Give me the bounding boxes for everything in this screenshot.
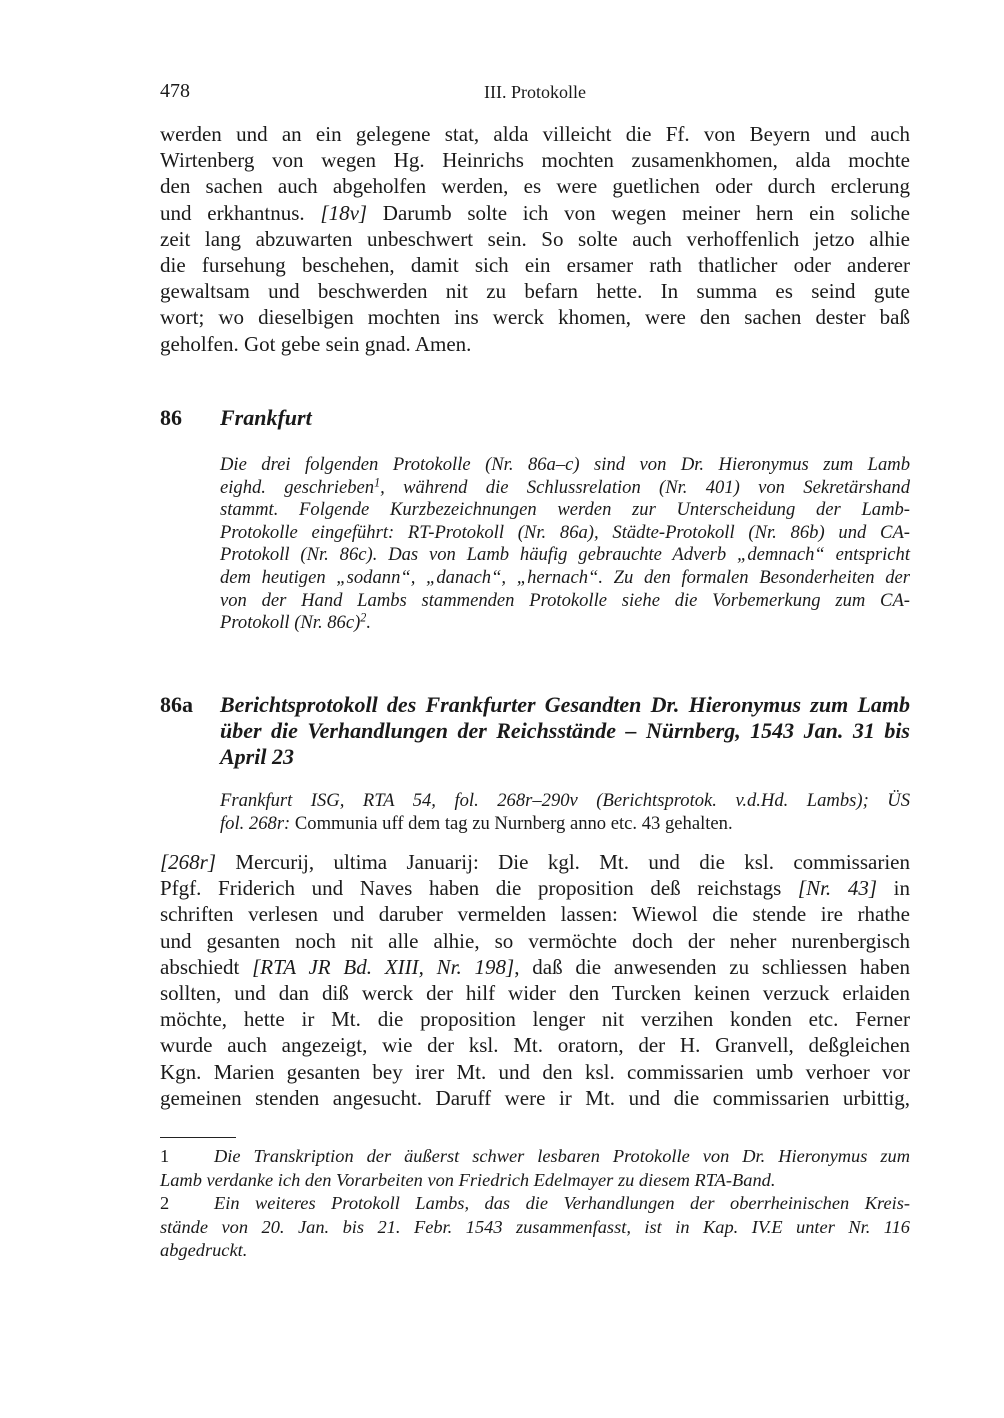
italic-reference: [Nr. 43] bbox=[797, 876, 877, 901]
text-line bbox=[160, 954, 910, 980]
footnote-marker: 1 bbox=[374, 474, 381, 489]
text-line bbox=[160, 147, 910, 173]
text-segment: den sachen auch abgeholfen werden, es were guetlichen oder durch erclerung bbox=[160, 174, 910, 199]
page-number: 478 bbox=[160, 80, 190, 102]
text-line bbox=[160, 226, 910, 252]
text-segment: Protokoll (Nr. 86c). Das von Lamb häufig gebrauchte Adverb „demnach“ entspricht bbox=[220, 544, 910, 566]
text-segment: eighd. geschrieben bbox=[220, 476, 375, 498]
text-segment: Die drei folgenden Protokolle (Nr. 86a–c) sind von Dr. Hieronymus zum Lamb bbox=[220, 454, 910, 475]
text-segment: Protokolle eingeführt: RT-Protokoll (Nr. 86a), Städte-Protokoll (Nr. 86b) und CA- bbox=[220, 521, 910, 543]
text-segment: geholfen. Got gebe sein gnad. Amen. bbox=[160, 331, 472, 356]
text-line bbox=[160, 1192, 910, 1216]
text-line bbox=[160, 1085, 910, 1111]
text-segment: abgedruckt. bbox=[160, 1240, 248, 1260]
text-line bbox=[160, 304, 910, 330]
text-segment: gewaltsam und beschwerden nit zu befarn hette. In summa es seind gute bbox=[160, 279, 910, 304]
source-note bbox=[220, 790, 910, 835]
text-line bbox=[160, 200, 910, 226]
text-segment: Pfgf. Friderich und Naves haben die proposition deß reichstags bbox=[160, 876, 798, 901]
text-segment: Darumb solte ich von wegen meiner hern ein soliche bbox=[367, 200, 910, 225]
footnote-marker: 2 bbox=[160, 1193, 170, 1213]
text-line bbox=[220, 813, 910, 836]
section-number: 86a bbox=[160, 692, 193, 717]
text-segment: zeit lang abzuwarten unbeschwert sein. So solte auch verhoffenlich jetzo alhie bbox=[160, 226, 910, 251]
footnote-rule bbox=[160, 1137, 236, 1138]
text-line bbox=[160, 1059, 910, 1085]
footnote-marker: 1 bbox=[160, 1146, 170, 1166]
text-line bbox=[160, 173, 910, 199]
text-line bbox=[220, 474, 910, 500]
text-line bbox=[160, 1239, 910, 1263]
text-line bbox=[220, 590, 910, 613]
text-line bbox=[160, 1006, 910, 1032]
paragraph-continuation bbox=[160, 121, 910, 357]
section-title bbox=[220, 692, 910, 770]
text-line bbox=[160, 252, 910, 278]
text-segment: Protokoll (Nr. 86c) bbox=[220, 612, 361, 634]
text-segment: möchte, hette ir Mt. die proposition lenger nit verzihen konden etc. Ferner bbox=[160, 1007, 910, 1032]
protocol-text bbox=[160, 849, 910, 1111]
text-segment: wort; wo dieselbigen mochten ins werck khomen, were den sachen dester baß bbox=[160, 305, 910, 330]
italic-reference: Frankfurt ISG, RTA 54, fol. 268r–290v (Berichtsprotok. v.d.Hd. Lambs); ÜS bbox=[220, 790, 910, 811]
footnote-marker: 2 bbox=[360, 610, 367, 625]
text-line bbox=[220, 499, 910, 522]
text-line bbox=[160, 980, 910, 1006]
text-segment: von der Hand Lambs stammenden Protokolle siehe die Vorbemerkung zum CA- bbox=[220, 589, 910, 611]
footnotes bbox=[160, 1145, 910, 1263]
text-segment: Ein weiteres Protokoll Lambs, das die Verhandlungen der oberrheinischen Kreis- bbox=[214, 1193, 910, 1213]
running-title: III. Protokolle bbox=[484, 82, 586, 102]
text-line bbox=[160, 901, 910, 927]
section-title: Frankfurt bbox=[220, 405, 312, 430]
text-line bbox=[160, 928, 910, 954]
text-segment: schriften verlesen und daruber vermelden lassen: Wiewol die stende ire rhathe bbox=[160, 902, 910, 927]
text-line bbox=[160, 875, 910, 901]
text-segment: werden und an ein gelegene stat, alda villeicht die Ff. von Beyern und auch bbox=[160, 122, 910, 146]
text-line bbox=[160, 1145, 910, 1169]
text-segment: sollten, und dan diß werck der hilf wider den Turcken keinen verzuck erlaiden bbox=[160, 981, 910, 1006]
text-segment: , daß die anwesenden zu schliessen haben bbox=[514, 954, 910, 979]
text-segment: dem heutigen „sodann“, „danach“, „hernach“. Zu den formalen Besonderheiten der bbox=[220, 566, 910, 588]
text-line bbox=[220, 567, 910, 590]
text-line bbox=[160, 331, 910, 357]
text-segment: Die Transkription der äußerst schwer lesbaren Protokolle von Dr. Hieronymus zum bbox=[214, 1146, 910, 1166]
text-segment: abschiedt bbox=[160, 954, 253, 979]
text-line bbox=[220, 454, 910, 477]
text-segment: wurde auch angezeigt, wie der ksl. Mt. oratorn, der H. Granvell, deßgleichen bbox=[160, 1033, 910, 1058]
text-line bbox=[160, 1216, 910, 1240]
text-segment: . bbox=[366, 612, 371, 634]
text-segment: Lamb verdanke ich den Vorarbeiten von Friedrich Edelmayer zu diesem RTA-Band. bbox=[160, 1169, 776, 1190]
text-line bbox=[220, 522, 910, 545]
text-segment: , während die Schlussrelation (Nr. 401) von Sekretärshand bbox=[380, 476, 910, 498]
italic-reference: fol. 268r: bbox=[220, 812, 291, 834]
italic-reference: [268r] bbox=[160, 850, 217, 874]
text-segment: Mercurij, ultima Januarij: Die kgl. Mt. und die ksl. commissarien bbox=[216, 850, 910, 874]
text-segment: Kgn. Marien gesanten bey irer Mt. und den ksl. commissarien umb verhoer vor bbox=[160, 1059, 910, 1084]
text-segment: und gesanten noch nit alle alhie, so vermöchte doch der neher nurenbergisch bbox=[160, 928, 910, 953]
italic-reference: [18v] bbox=[320, 200, 368, 225]
text-segment: Communia uff dem tag zu Nurnberg anno etc. 43 gehalten. bbox=[290, 812, 733, 834]
text-line bbox=[160, 849, 910, 875]
title-line: April 23 bbox=[220, 744, 294, 769]
text-segment: die fursehung beschehen, damit sich ein ersamer rath thatlicher oder anderer bbox=[160, 253, 910, 278]
text-segment: und erkhantnus. bbox=[160, 200, 321, 225]
text-line bbox=[160, 278, 910, 304]
italic-reference: [RTA JR Bd. XIII, Nr. 198] bbox=[252, 954, 515, 979]
section-intro-note bbox=[220, 454, 910, 635]
text-line bbox=[160, 1032, 910, 1058]
section-number: 86 bbox=[160, 405, 182, 430]
text-segment: in bbox=[877, 876, 910, 901]
text-line bbox=[220, 612, 910, 635]
title-line: Berichtsprotokoll des Frankfurter Gesandten Dr. Hieronymus zum Lamb bbox=[220, 692, 910, 717]
title-line: über die Verhandlungen der Reichsstände – Nürnberg, 1543 Jan. 31 bis bbox=[220, 718, 910, 743]
text-line bbox=[220, 544, 910, 567]
text-line bbox=[220, 790, 910, 813]
text-line bbox=[160, 121, 910, 147]
text-line bbox=[160, 1169, 910, 1193]
text-segment: gemeinen stenden angesucht. Daruff were ir Mt. und die commissarien urbittig, bbox=[160, 1085, 910, 1110]
text-segment: stände von 20. Jan. bis 21. Febr. 1543 zusammenfasst, ist in Kap. IV.E unter Nr. 116 bbox=[160, 1216, 910, 1237]
text-segment: stammt. Folgende Kurzbezeichnungen werden zur Unterscheidung der Lamb- bbox=[220, 499, 910, 521]
text-segment: Wirtenberg von wegen Hg. Heinrichs mochten zusamenkhomen, alda mochte bbox=[160, 148, 910, 173]
